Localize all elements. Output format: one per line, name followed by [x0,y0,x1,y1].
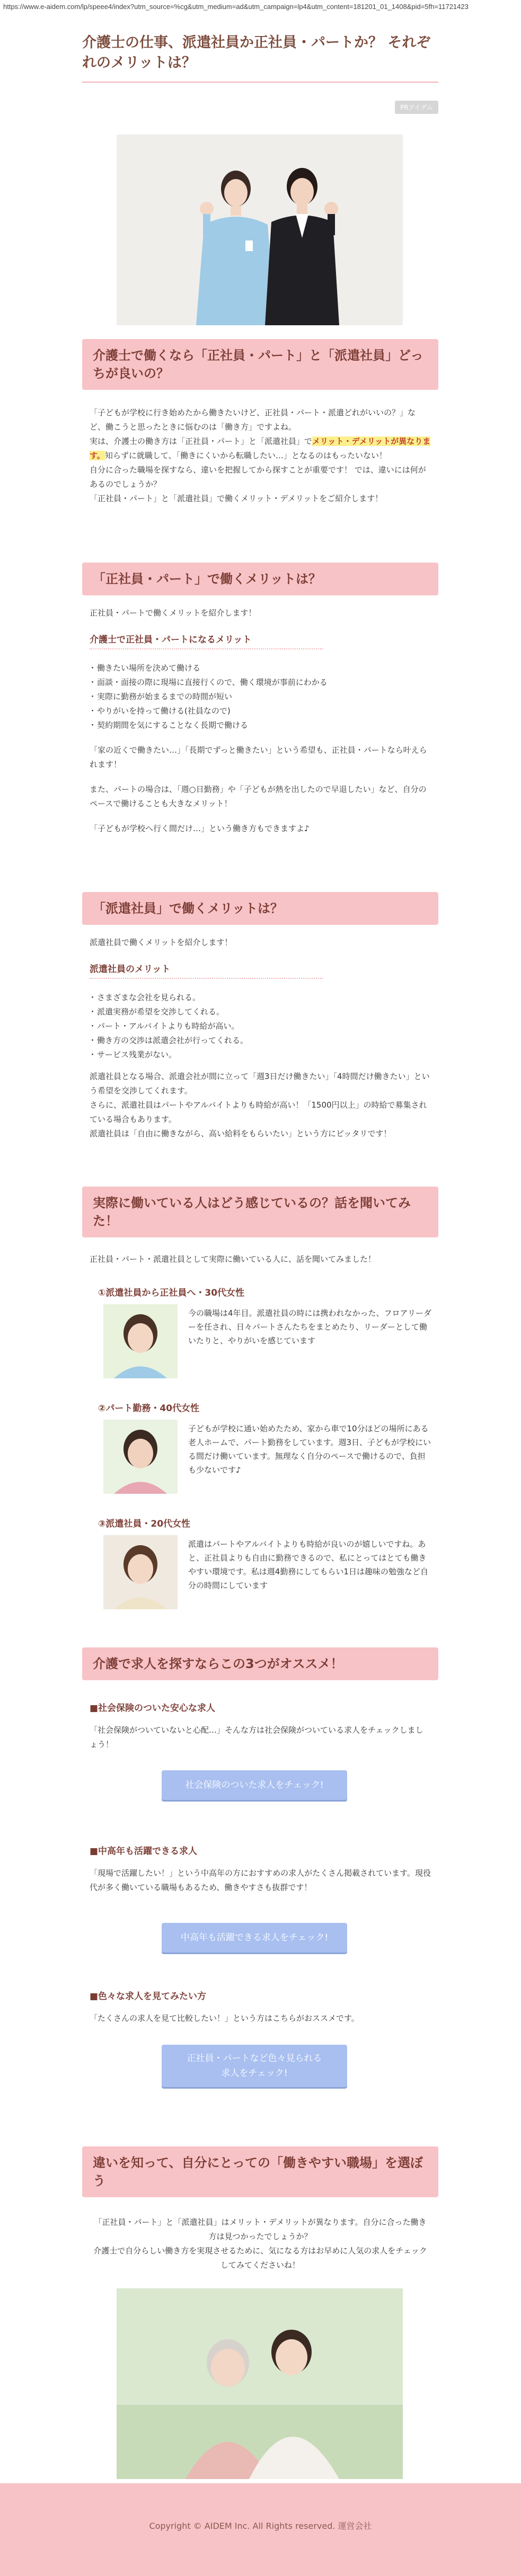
fulltime-paragraph-2: また、パートの場合は、「週○日勤務」や「子どもが熱を出したので早退したい」など、自分のペースで働けることも大きなメリット！ [90,785,427,808]
list-item: ・ 働きたい場所を決めて働ける [90,661,431,675]
job-category-title: ■社会保険のついた安心な求人 [90,1703,216,1714]
section-heading-comparison: 介護士で働くなら「正社員・パート」と「派遣社員」どっちが良いの？ [82,339,438,390]
interview-card [82,1401,438,1507]
fulltime-merits-list [90,661,431,733]
job-category-text: 「社会保険がついていないと心配…」そんな方は社会保険がついている求人をチェックしましょう！ [90,1725,423,1749]
interview-card [82,1285,438,1391]
conclusion-paragraph-1: 「正社員・パート」と「派遣社員」はメリット・デメリットが異なります。自分に合った働き方は見つかったでしょうか？ [94,2217,427,2241]
woman-portrait-image [103,1420,178,1494]
interviews-intro: 正社員・パート・派遣社員として実際に働いている人に、話を聞いてみました！ [90,1254,376,1264]
dispatch-merits-list [90,991,431,1062]
list-item: ・ さまざまな会社を見られる。 [90,991,431,1005]
woman-portrait-image [103,1535,178,1609]
fulltime-merits-subheading: 介護士で正社員・パートになるメリット [90,632,323,649]
section-heading-conclusion: 違いを知って、自分にとっての「働きやすい職場」を選ぼう [82,2146,438,2197]
article [82,33,438,2270]
list-item: ・ パート・アルバイトよりも時給が高い。 [90,1019,431,1033]
section-heading-dispatch: 「派遣社員」で働くメリットは？ [82,892,438,925]
dispatch-merits-subheading: 派遣社員のメリット [90,961,323,979]
section-heading-fulltime: 「正社員・パート」で働くメリットは？ [82,563,438,595]
job-category [82,1843,438,1895]
interview-title: ①派遣社員から正社員へ・30代女性 [98,1288,245,1298]
various-jobs-button[interactable]: 正社員・パートなど色々見られる求人をチェック! [162,2045,347,2087]
job-category-title: ■中高年も活躍できる求人 [90,1846,198,1857]
interview-title: ③派遣社員・20代女性 [98,1519,191,1529]
job-category-text: 「現場で活躍したい！」という中高年の方におすすめの求人がたくさん掲載されています。現役代が多く働いている職場もあるため、働きやすさも抜群です！ [90,1868,431,1892]
fulltime-paragraph-3: 「子どもが学校へ行く間だけ…」という働き方もできますよ♪ [90,824,310,833]
intro-paragraph-2: 実は、介護士の働き方は「正社員・パート」と「派遣社員」でメリット・デメリットが異なります。知らずに就職して、「働きにくいから転職したい…」となるのはもったいない！ [90,436,431,460]
list-item: ・ やりがいを持って働ける(社員なので) [90,704,431,718]
interview-text: 子どもが学校に通い始めたため、家から車で10分ほどの場所にある老人ホームで、パート勤務をしています。週3日、子どもが学校にいる間だけ働いています。無理なく自分のペースで働けるので、負担も少ないです♪ [188,1424,431,1475]
middle-aged-jobs-button[interactable]: 中高年も活躍できる求人をチェック! [162,1923,347,1953]
list-item: ・ 働き方の交渉は派遣会社が行ってくれる。 [90,1033,431,1048]
fulltime-section-body [82,606,438,836]
dispatch-paragraph-3: 派遣社員は「自由に働きながら、高い給料をもらいたい」という方にピッタリです！ [90,1129,392,1138]
job-category [82,1700,438,1752]
highlighted-text: メリット・デメリットが異なります。 [90,436,431,460]
pr-badge: PRアイデム [395,101,438,114]
list-item: ・ 契約期間を気にすることなく長期で働ける [90,718,431,733]
job-category-title: ■色々な求人を見てみたい方 [90,1991,207,2002]
interview-text: 今の職場は4年目。派遣社員の時には携われなかった、フロアリーダーを任され、日々パートさんたちをまとめたり、リーダーとして働いたりと、やりがいを感じています [188,1308,431,1345]
social-insurance-jobs-button[interactable]: 社会保険のついた求人をチェック! [162,1770,347,1800]
job-category [82,1989,438,2026]
section-heading-interviews: 実際に働いている人はどう感じているの？話を聞いてみた！ [82,1187,438,1237]
woman-portrait-image [103,1304,178,1378]
page-title: 介護士の仕事、派遣社員か正社員・パートか？ それぞれのメリットは？ [82,34,431,71]
fulltime-intro: 正社員・パートで働くメリットを紹介します！ [90,608,257,618]
conclusion-text-block [82,2215,438,2272]
dispatch-paragraph-2: さらに、派遣社員はパートやアルバイトよりも時給が高い！「1500円以上」の時給で募集されている場合もあります。 [90,1100,427,1124]
title-divider [82,82,438,83]
caregiver-with-elderly-image [117,2288,403,2479]
dispatch-intro: 派遣社員で働くメリットを紹介します！ [90,938,233,947]
address-url: https://www.e-aidem.com/lp/speee4/index?utm_source=%cg&utm_medium=ad&utm_campaign=lp4&utm_content=181201_01_1408&pid=5fh=11721423 [3,3,469,11]
list-item: ・ 実際に勤務が始まるまでの時間が短い [90,690,431,704]
intro-paragraph-4: 「正社員・パート」と「派遣社員」で働くメリット・デメリットをご紹介します！ [90,494,383,503]
intro-paragraph-1: 「子どもが学校に行き始めたから働きたいけど、正社員・パート・派遣どれがいいの？」など、働こうと思ったときに悩むのは「働き方」ですよね。 [90,408,416,432]
hero-image-nurse-and-staff [117,135,403,325]
fulltime-paragraph-1: 「家の近くで働きたい…」「長期でずっと働きたい」という希望も、正社員・パートなら叶えられます！ [90,745,427,769]
list-item: ・ サービス残業がない。 [90,1048,431,1062]
job-category-text: 「たくさんの求人を見て比較したい！」という方はこちらがおススメです。 [90,2013,359,2023]
intro-paragraph-3: 自分に合った職場を探すなら、違いを把握してから探すことが重要です！ では、違いには何があるのでしょうか？ [90,465,426,489]
interviews-intro-wrap [82,1252,438,1267]
section-heading-recommended-jobs: 介護で求人を探すならこの3つがオススメ！ [82,1647,438,1680]
list-item: ・ 面談・面接の際に現場に直接行くので、働く環境が事前にわかる [90,675,431,690]
interview-card [82,1516,438,1622]
footer [0,2483,521,2576]
dispatch-paragraph-1: 派遣社員となる場合、派遣会社が間に立って「週3日だけ働きたい」「4時間だけ働きたい」という希望を交渉してくれます。 [90,1072,430,1095]
dispatch-section-body [82,935,438,1141]
interview-title: ②パート勤務・40代女性 [98,1403,200,1414]
conclusion-paragraph-2: 介護士で自分らしい働き方を実現させるために、気になる方はお早めに人気の求人をチェックしてみてくださいね！ [93,2246,427,2270]
interview-text: 派遣はパートやアルバイトよりも時給が良いのが嬉しいですね。あと、正社員よりも自由に勤務できるので、私にとってはとても働きやすい環境です。私は週4勤務にしてもらい1日は趣味の勉強など自分の時間にしています [188,1539,428,1590]
copyright-text: Copyright © AIDEM Inc. All Rights reserved. 運営会社 [149,2521,372,2531]
list-item: ・ 派遣実務が希望を交渉してくれる。 [90,1005,431,1019]
intro-text-block [82,406,438,506]
